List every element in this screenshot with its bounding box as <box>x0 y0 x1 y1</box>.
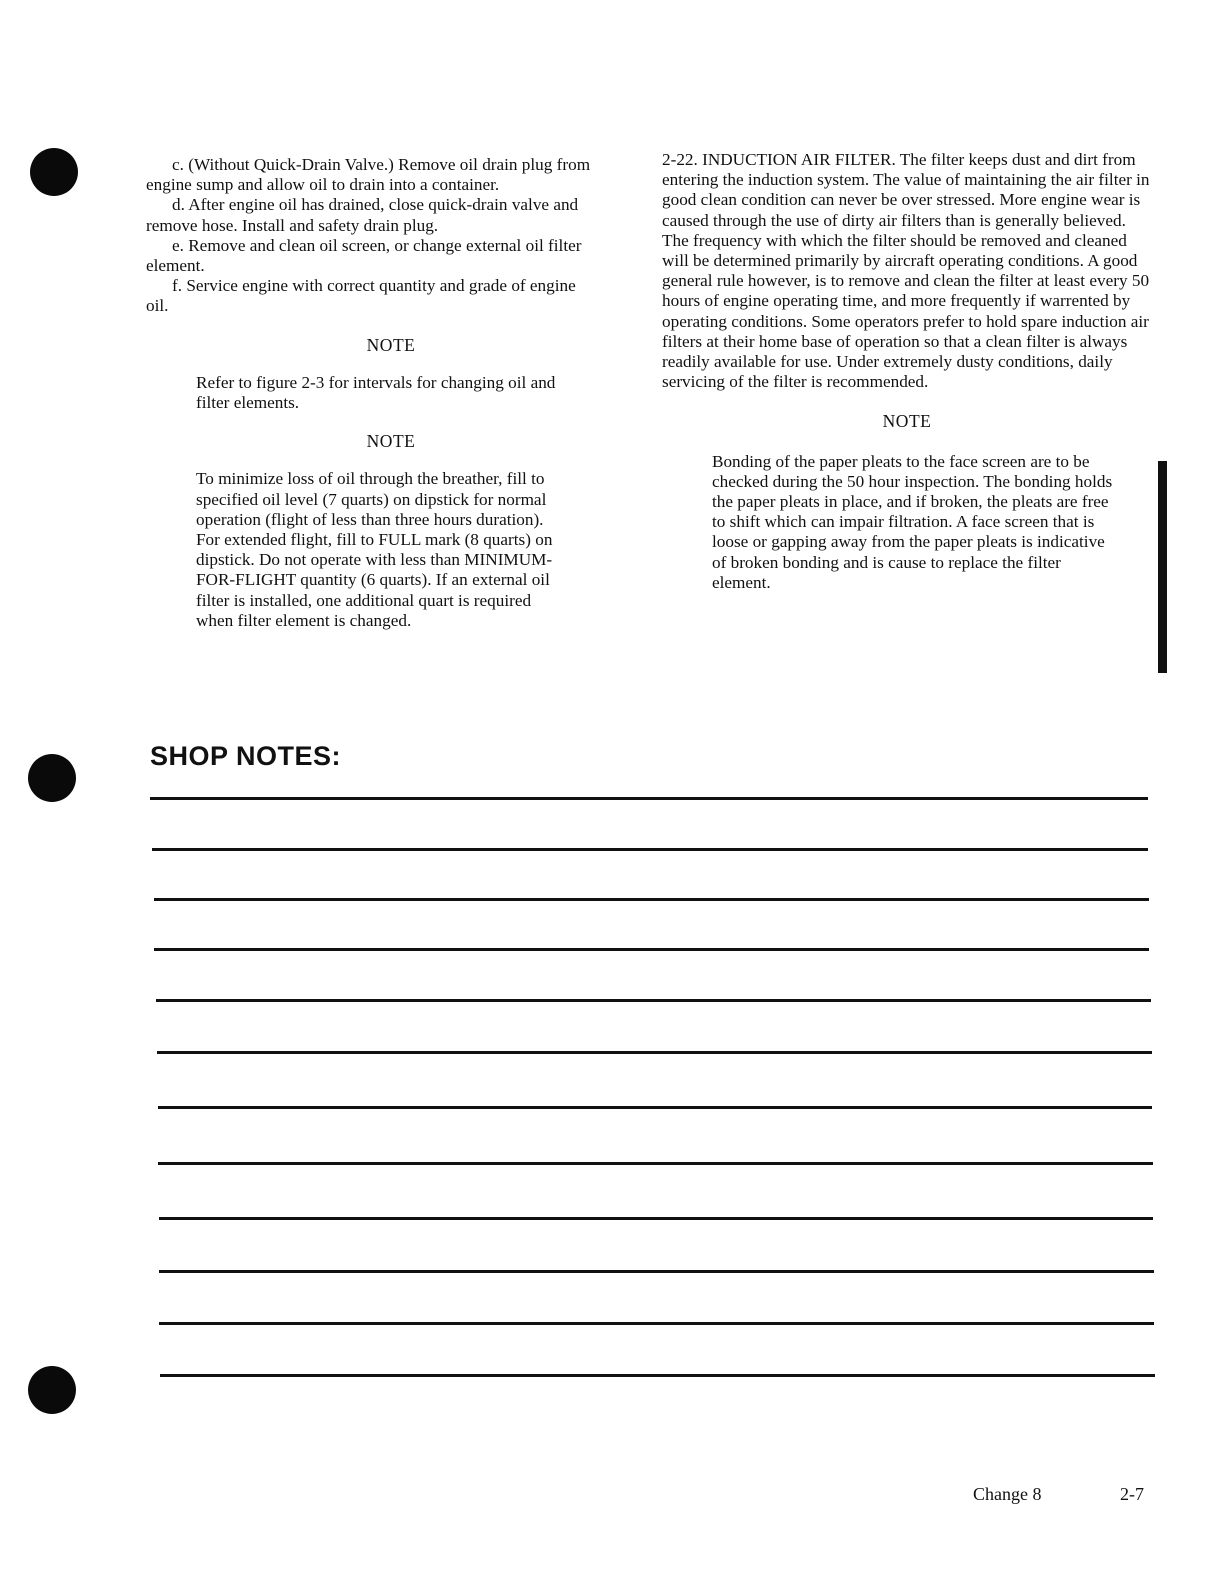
shop-notes-line <box>160 1374 1155 1377</box>
right-column <box>662 150 1152 593</box>
shop-notes-line <box>159 1322 1154 1325</box>
section-2-22 <box>662 150 1152 392</box>
shop-notes-title: SHOP NOTES: <box>150 741 342 771</box>
shop-notes-line <box>158 1106 1152 1109</box>
section-title: INDUCTION AIR FILTER. <box>702 150 896 169</box>
shop-notes-line <box>159 1217 1153 1220</box>
page-number: 2-7 <box>1120 1484 1144 1504</box>
note-heading: NOTE <box>366 334 416 355</box>
shop-notes-line <box>159 1270 1154 1273</box>
section-text: The filter keeps dust and dirt from entering the induction system. The value of maintaining the air filter in good clean condition can never be over stressed. More engine wear is caused through the use of dirty air filters than is generally believed. The frequency with which the filter should be removed and cleaned will be determined primarily by aircraft operating conditions. A good general rule however, is to remove and clean the filter at least every 50 hours of engine operating time, and more frequently if warrented by operating conditions. Some operators prefer to hold spare induction air filters at their home base of operation so that a clean filter is always readily available for use. Under extremely dusty conditions, daily servicing of the filter is recommended. <box>662 150 1150 392</box>
change-label: Change 8 <box>973 1484 1042 1504</box>
left-column <box>146 155 596 631</box>
punch-hole-top-icon <box>30 148 78 196</box>
shop-notes-line <box>152 848 1148 851</box>
shop-notes-line <box>158 1162 1153 1165</box>
paragraph-c: c. (Without Quick-Drain Valve.) Remove oil drain plug from engine sump and allow oil to drain into a container. <box>146 155 591 195</box>
paragraph-e: e. Remove and clean oil screen, or change external oil filter element. <box>146 235 582 276</box>
shop-notes-line <box>157 1051 1152 1054</box>
note-heading: NOTE <box>366 431 416 452</box>
note-heading: NOTE <box>882 411 932 432</box>
shop-notes-line <box>154 948 1149 951</box>
note-text-bonding: Bonding of the paper pleats to the face screen are to be checked during the 50 hour inspection. The bonding holds the paper pleats in place, and if broken, the pleats are free to shift which can impair filtration. A face screen that is loose or gapping away from the paper pleats is indicative of broken bonding and is cause to replace the filter element. <box>712 451 1113 592</box>
punch-hole-middle-icon <box>28 754 76 802</box>
shop-notes-line <box>156 999 1151 1002</box>
punch-hole-bottom-icon <box>28 1366 76 1414</box>
note-text-oil-intervals: Refer to figure 2-3 for intervals for changing oil and filter elements. <box>196 372 556 413</box>
paragraph-d: d. After engine oil has drained, close quick-drain valve and remove hose. Install and safety drain plug. <box>146 195 579 235</box>
shop-notes-line <box>150 797 1148 800</box>
section-number: 2-22. <box>662 150 698 169</box>
shop-notes-line <box>154 898 1149 901</box>
note-text-oil-level: To minimize loss of oil through the breather, fill to specified oil level (7 quarts) on dipstick for normal operation (flight of less than three hours duration). For extended flight, fill to FULL mark (8 quarts) on dipstick. Do not operate with less than MINIMUM-FOR-FLIGHT quantity (6 quarts). If an external oil filter is installed, one additional quart is required when filter element is changed. <box>196 469 553 630</box>
revision-change-bar <box>1158 461 1167 673</box>
paragraph-f: f. Service engine with correct quantity and grade of engine oil. <box>146 276 576 316</box>
